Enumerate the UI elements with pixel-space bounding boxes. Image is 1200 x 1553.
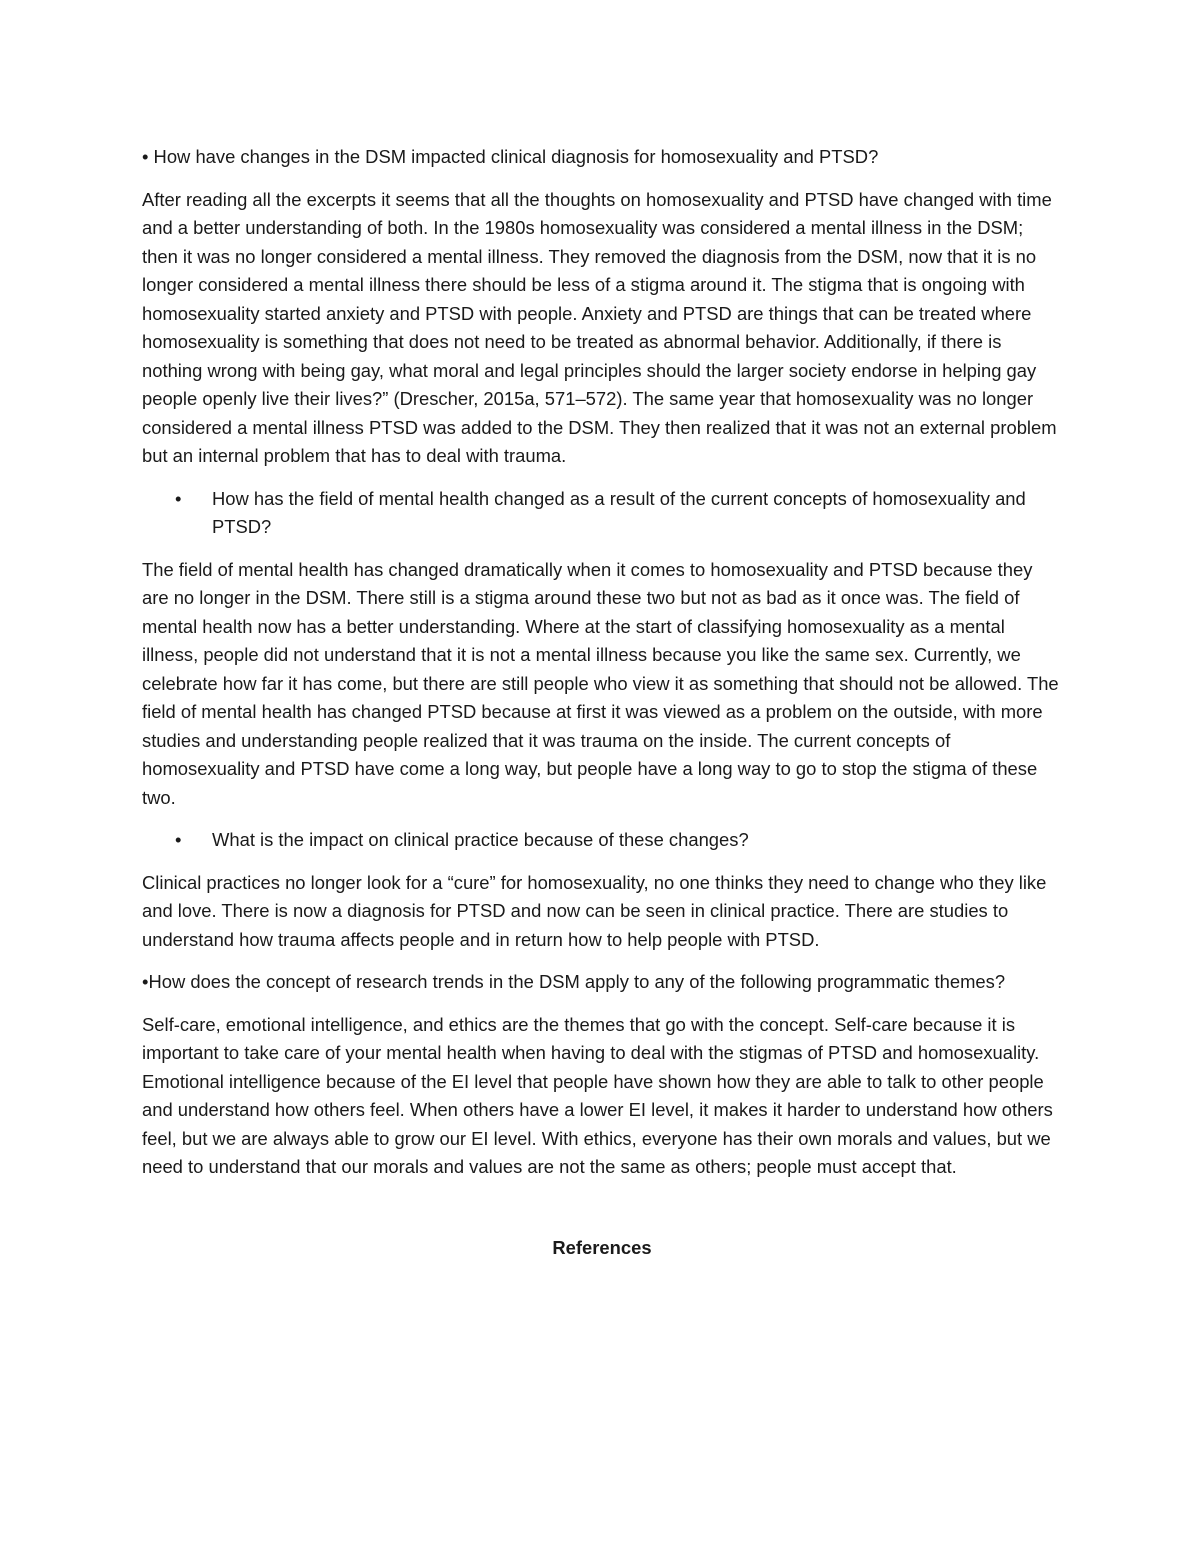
answer-4: Self-care, emotional intelligence, and ethics are the themes that go with the concept. Self-care because it is important to take care of your mental health when having to deal with the stigmas of PTSD and homosexuality. Emotional intelligence because of the EI level that people have shown how they are able to talk to other people and understand how others feel. When others have a lower EI level, it makes it harder to understand how others feel, but we are always able to grow our EI level. With ethics, everyone has their own morals and values, but we need to understand that our morals and values are not the same as others; people must accept that. bbox=[142, 1013, 1053, 1177]
bullet-icon: • bbox=[175, 487, 182, 509]
document-body bbox=[142, 143, 1062, 1262]
question-4: •How does the concept of research trends in the DSM apply to any of the following programmatic themes? bbox=[142, 971, 1006, 992]
references-heading: References bbox=[552, 1236, 652, 1258]
question-1: • How have changes in the DSM impacted clinical diagnosis for homosexuality and PTSD? bbox=[142, 146, 879, 167]
question-2 bbox=[142, 485, 1062, 542]
answer-3: Clinical practices no longer look for a “cure” for homosexuality, no one thinks they need to change who they like and love. There is now a diagnosis for PTSD and now can be seen in clinical practice. There are studies to understand how trauma affects people and in return how to help people with PTSD. bbox=[142, 871, 1047, 950]
question-3 bbox=[142, 826, 1062, 855]
question-2-text: How has the field of mental health changed as a result of the current concepts of homosexuality and PTSD? bbox=[212, 487, 1026, 537]
answer-1: After reading all the excerpts it seems that all the thoughts on homosexuality and PTSD have changed with time and a better understanding of both. In the 1980s homosexuality was considered a mental illness in the DSM; then it was no longer considered a mental illness. They removed the diagnosis from the DSM, now that it is no longer considered a mental illness there should be less of a stigma around it. The stigma that is ongoing with homosexuality started anxiety and PTSD with people. Anxiety and PTSD are things that can be treated where homosexuality is something that does not need to be treated as abnormal behavior. Additionally, if there is nothing wrong with being gay, what moral and legal principles should the larger society endorse in helping gay people openly live their lives?” (Drescher, 2015a, 571–572). The same year that homosexuality was no longer considered a mental illness PTSD was added to the DSM. They then realized that it was not an external problem but an internal problem that has to deal with trauma. bbox=[142, 188, 1057, 466]
answer-2: The field of mental health has changed dramatically when it comes to homosexuality and PTSD because they are no longer in the DSM. There still is a stigma around these two but not as bad as it once was. The field of mental health now has a better understanding. Where at the start of classifying homosexuality as a mental illness, people did not understand that it is not a mental illness because you like the same sex. Currently, we celebrate how far it has come, but there are still people who view it as something that should not be allowed. The field of mental health has changed PTSD because at first it was viewed as a problem on the outside, with more studies and understanding people realized that it was trauma on the inside. The current concepts of homosexuality and PTSD have come a long way, but people have a long way to go to stop the stigma of these two. bbox=[142, 558, 1059, 808]
bullet-icon: • bbox=[175, 829, 182, 850]
question-3-text: What is the impact on clinical practice because of these changes? bbox=[212, 829, 749, 850]
